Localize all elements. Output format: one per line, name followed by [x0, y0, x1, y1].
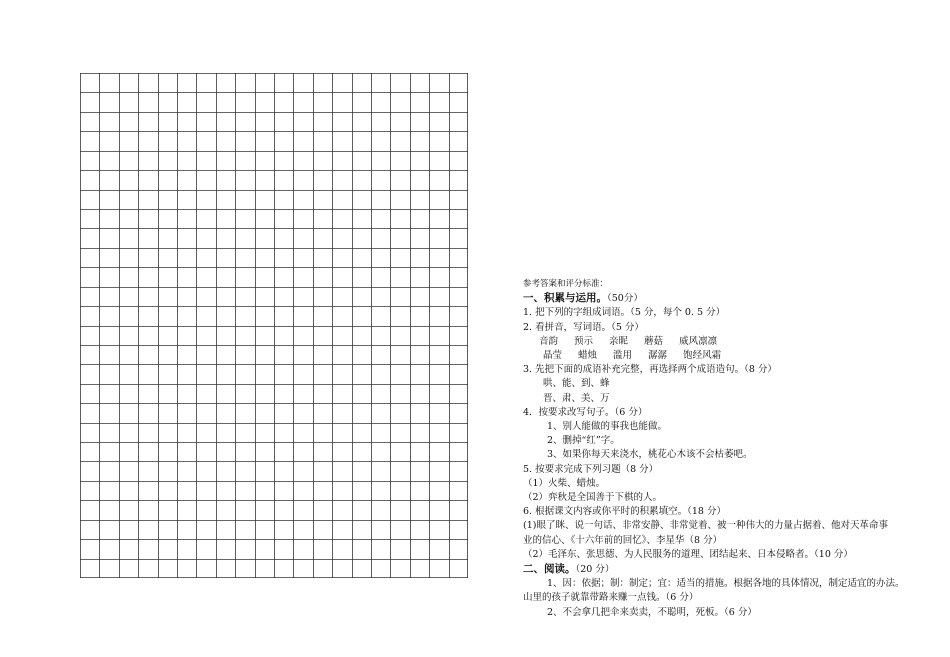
question-2: 2. 看拼音，写词语。（5 分） — [523, 321, 644, 333]
answer-header: 参考答案和评分标准： — [523, 279, 609, 289]
question-4-answer-1: 1、别人能做的事我也能做。 — [547, 421, 668, 433]
grid-lines — [80, 73, 468, 578]
word: 蜡烛 — [578, 350, 598, 362]
section-1-title: 一、积累与运用。 — [523, 292, 607, 305]
question-1: 1. 把下列的字组成词语。（5 分，每个 0. 5 分） — [523, 307, 726, 319]
reading-answer-1-line-2: 山里的孩子就靠带路来赚一点钱。（6 分） — [523, 592, 699, 604]
section-2-score: （20 分） — [575, 564, 615, 576]
writing-grid — [80, 73, 468, 578]
question-6-answer-1-line-2: 业的信心、《十六年前的回忆》、李星华（8 分） — [523, 534, 723, 546]
section-2-heading — [523, 562, 918, 577]
word: 蘑菇 — [644, 335, 664, 347]
question-2-row-2 — [523, 349, 918, 363]
reading-answer-2: 2、不会拿几把伞来卖卖，不聪明，死板。（6 分） — [547, 606, 757, 618]
question-3-row-1: 哄、能、到、蜂 — [543, 378, 610, 390]
question-5-answer-1: （1）火柴、蜡烛。 — [523, 477, 606, 489]
word: 威风凛凛 — [679, 335, 718, 347]
question-6: 6. 根据课文内容或你平时的积累填空。（18 分） — [523, 506, 726, 518]
question-6-answer-1-line-1: (1)眼了眯、说一句话、非常安静、非常觉着、被一种伟大的力量占据着、他对天革命事 — [523, 520, 888, 532]
word: 晶莹 — [543, 350, 563, 362]
answer-key — [523, 277, 918, 620]
question-4: 4．按要求改写句子。（6 分） — [523, 406, 648, 418]
question-3: 3. 先把下面的成语补充完整，再选择两个成语造句。（8 分） — [523, 364, 777, 376]
section-1-score: （50分） — [607, 293, 643, 305]
word: 潺潺 — [648, 350, 668, 362]
word: 音韵 — [539, 335, 559, 347]
word: 饱经风霜 — [683, 350, 722, 362]
question-6-answer-2: （2）毛泽东、张思德、为人民服务的道理、团结起来、日本侵略者。（10 分） — [523, 548, 853, 560]
question-4-answer-3: 3、如果你每天来浇水，桃花心木该不会枯萎吧。 — [547, 449, 753, 461]
reading-answer-1-line-1: 1、因：依据；制：制定；宜：适当的措施。根据各地的具体情况，制定适宜的办法。 — [547, 578, 905, 590]
question-5-answer-2: （2）弈秋是全国善于下棋的人。 — [523, 492, 663, 504]
question-4-answer-2: 2、删掉“红”字。 — [547, 435, 620, 447]
word: 滥用 — [613, 350, 633, 362]
question-2-row-1 — [523, 335, 918, 349]
word: 亲昵 — [609, 335, 629, 347]
section-2-title: 二、阅读。 — [523, 563, 576, 576]
section-1-heading — [523, 291, 918, 306]
question-5: 5. 按要求完成下列习题（8 分） — [523, 463, 659, 475]
question-3-row-2: 晋、肃、美、万 — [543, 392, 610, 404]
word: 预示 — [574, 335, 594, 347]
